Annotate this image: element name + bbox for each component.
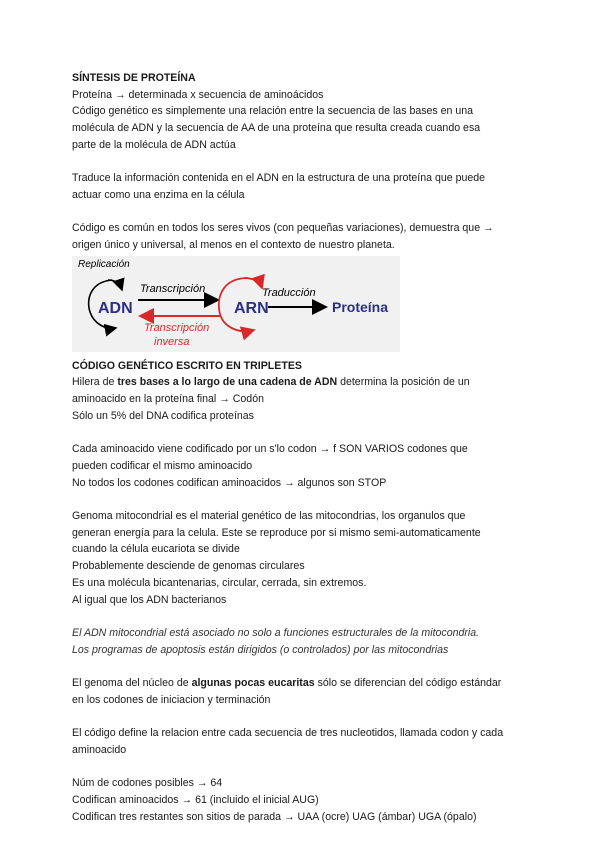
label-replicacion: Replicación xyxy=(78,258,130,270)
label-transcripcion-inversa-1: Transcripción xyxy=(144,321,210,334)
text-line: Al igual que los ADN bacterianos xyxy=(72,593,227,606)
replicacion-cycle-arrow-top xyxy=(108,280,122,290)
text-line: Es una molécula bicantenarias, circular, cerrada, sin extremos. xyxy=(72,576,367,589)
label-proteina: Proteína xyxy=(332,298,389,315)
text-line: actuar como una enzima en la célula xyxy=(72,188,245,201)
label-transcripcion: Transcripción xyxy=(140,282,206,295)
label-arn: ARN xyxy=(234,299,269,317)
text-line: cuando la célula eucariota se divide xyxy=(72,543,240,556)
text-line: Genoma mitocondrial es el material genético de las mitocondrias, los organulos que xyxy=(72,510,466,522)
text-line: Cada aminoacido viene codificado por un s'lo codon → f SON VARIOS codones que xyxy=(72,443,468,456)
text-line: generan energía para la celula. Este se reproduce por si mismo semi-automaticamente xyxy=(72,526,481,539)
text-line: Hilera de tres bases a lo largo de una cadena de ADN determina la posición de un xyxy=(72,376,470,389)
text-line: No todos los codones codifican aminoacidos → algunos son STOP xyxy=(72,476,387,489)
text-line: parte de la molécula de ADN actúa xyxy=(72,138,236,151)
document-page xyxy=(72,70,532,825)
text-line: Proteína → determinada x secuencia de aminoácidos xyxy=(72,88,324,101)
text-line: en los codones de iniciacion y terminación xyxy=(72,693,271,706)
arn-cycle-arrow-top xyxy=(244,278,262,288)
text-line: Código es común en todos los seres vivos (con pequeñas variaciones), demuestra que → xyxy=(72,222,494,235)
bold-phrase: algunas pocas eucaritas xyxy=(191,677,315,689)
bold-phrase: tres bases a lo largo de una cadena de ADN xyxy=(117,376,338,389)
text-line: Probablemente desciende de genomas circulares xyxy=(72,560,305,573)
text-line: aminoacido en la proteína final → Codón xyxy=(72,393,264,406)
text-line: Núm de codones posibles → 64 xyxy=(72,777,223,790)
label-transcripcion-inversa-2: inversa xyxy=(154,335,190,348)
label-adn: ADN xyxy=(98,299,133,317)
label-traduccion: Traducción xyxy=(262,286,316,299)
text-line: origen único y universal, al menos en el contexto de nuestro planeta. xyxy=(72,239,395,251)
text-line: El genoma del núcleo de algunas pocas eucaritas sólo se diferencian del código estándar xyxy=(72,677,502,689)
text-line: Traduce la información contenida en el ADN en la estructura de una proteína que puede xyxy=(72,172,486,185)
text-line: pueden codificar el mismo aminoacido xyxy=(72,459,253,472)
italic-note: Los programas de apoptosis están dirigidos (o controlados) por las mitocondrias xyxy=(72,643,449,656)
italic-note: El ADN mitocondrial está asociado no solo a funciones estructurales de la mitocondria. xyxy=(72,626,480,639)
text-line: Sólo un 5% del DNA codifica proteínas xyxy=(72,409,254,422)
section-title-sintesis: SÍNTESIS DE PROTEÍNA xyxy=(72,72,196,84)
text-line: El código define la relacion entre cada secuencia de tres nucleotidos, llamada codon y cada xyxy=(72,727,504,740)
central-dogma-diagram xyxy=(72,256,400,352)
text-line: Codifican tres restantes son sitios de parada → UAA (ocre) UAG (ámbar) UGA (ópalo) xyxy=(72,810,477,823)
text-line: molécula de ADN y la secuencia de AA de una proteína que resulta creada cuando esa xyxy=(72,122,481,135)
section-title-codigo: CÓDIGO GENÉTICO ESCRITO EN TRIPLETES xyxy=(72,359,302,372)
text-line: aminoacido xyxy=(72,743,127,756)
text-line: Codifican aminoacidos → 61 (incluido el inicial AUG) xyxy=(72,793,319,806)
text-line: Código genético es simplemente una relación entre la secuencia de las bases en una xyxy=(72,105,474,118)
